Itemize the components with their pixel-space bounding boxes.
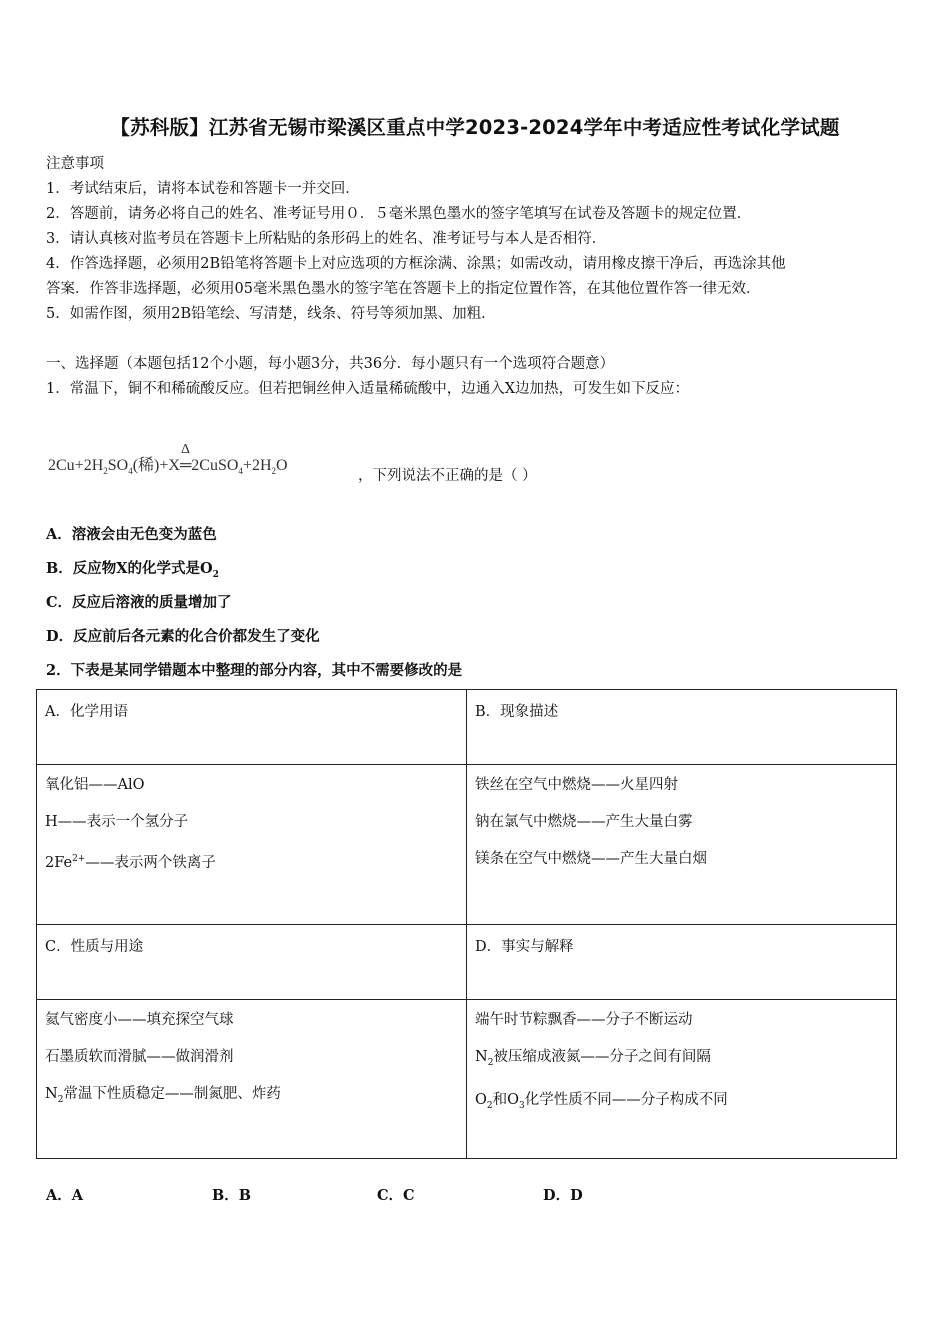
text: 和O <box>492 1091 520 1108</box>
superscript: 2+ <box>72 854 86 864</box>
cell-d-body <box>467 1000 897 1159</box>
reaction-equation <box>48 442 288 477</box>
text: 化学性质不同——分子构成不同 <box>524 1091 728 1108</box>
eq-left: 2Cu+2H <box>48 457 104 474</box>
eq-plus-x: +X <box>159 457 180 474</box>
cell-a-head: A．化学用语 <box>37 690 467 765</box>
cell-line <box>475 1090 888 1116</box>
cell-line: 镁条在空气中燃烧——产生大量白烟 <box>475 851 707 867</box>
q1-stem: 1．常温下，铜不和稀硫酸反应。但若把铜丝伸入适量稀硫酸中，边通入X边加热，可发生如下反应： <box>46 381 690 397</box>
eq-cuso4: 2CuSO <box>191 457 239 474</box>
cell-a-body <box>37 765 467 925</box>
subscript: 3 <box>519 1100 525 1111</box>
q1-option-b-text: B．反应物X的化学式是O <box>46 560 213 577</box>
cell-line: 石墨质软而滑腻——做润滑剂 <box>45 1049 234 1065</box>
q1-option-d: D．反应前后各元素的化合价都发生了变化 <box>46 628 320 645</box>
eq-o: O <box>276 457 288 474</box>
text: O <box>475 1091 487 1108</box>
text: 2Fe <box>45 854 73 871</box>
subscript: 2 <box>212 569 219 580</box>
cell-line <box>45 849 458 873</box>
notice-heading: 注意事项 <box>46 156 104 172</box>
cell-line: 氦气密度小——填充探空气球 <box>45 1012 234 1028</box>
notice-item-2: 2．答题前，请务必将自己的姓名、准考证号用０．５毫米黑色墨水的签字笔填写在试卷及答题卡的规定位置． <box>46 206 752 222</box>
error-notebook-table <box>36 689 897 1159</box>
notice-item-4: 4．作答选择题，必须用2B铅笔将答题卡上对应选项的方框涂满、涂黑；如需改动，请用橡皮擦干净后，再选涂其他 <box>46 256 786 272</box>
eq-dilute: (稀) <box>132 457 160 474</box>
cell-line <box>475 1047 888 1073</box>
eq-subscript: 4 <box>238 466 243 477</box>
page-title: 【苏科版】江苏省无锡市梁溪区重点中学2023-2024学年中考适应性考试化学试题 <box>110 116 840 139</box>
cell-line: 钠在氯气中燃烧——产生大量白雾 <box>475 814 693 830</box>
q1-option-c: C．反应后溶液的质量增加了 <box>46 594 232 611</box>
cell-c-body <box>37 1000 467 1159</box>
eq-equals: ═ <box>179 457 192 474</box>
eq-subscript: 2 <box>271 466 276 477</box>
q2-answer-c: C．C <box>377 1187 415 1204</box>
cell-b-head: B．现象描述 <box>467 690 897 765</box>
text: 常温下性质稳定——制氮肥、炸药 <box>63 1086 281 1102</box>
eq-subscript: 2 <box>103 466 108 477</box>
subscript: 2 <box>486 1100 493 1111</box>
q2-stem: 2．下表是某同学错题本中整理的部分内容，其中不需要修改的是 <box>46 662 463 679</box>
notice-item-4-cont: 答案．作答非选择题，必须用05毫米黑色墨水的签字笔在答题卡上的指定位置作答，在其他位置作答一律无效． <box>46 281 761 297</box>
cell-line: 铁丝在空气中燃烧——火星四射 <box>475 777 678 793</box>
cell-line: H——表示一个氢分子 <box>45 814 189 830</box>
subscript: 2 <box>57 1094 64 1105</box>
eq-h2: +2H <box>242 457 272 474</box>
section-1-heading: 一、选择题（本题包括12个小题，每小题3分，共36分．每小题只有一个选项符合题意） <box>46 356 615 372</box>
notice-item-3: 3．请认真核对监考员在答题卡上所粘贴的条形码上的姓名、准考证号与本人是否相符． <box>46 231 607 247</box>
subscript: 2 <box>487 1057 494 1068</box>
cell-line: 端午时节粽飘香——分子不断运动 <box>475 1012 693 1028</box>
q2-answer-d: D．D <box>543 1187 583 1204</box>
q1-option-b <box>46 557 219 580</box>
q1-option-a: A．溶液会由无色变为蓝色 <box>46 526 217 543</box>
cell-line: 氧化铝——AlO <box>45 777 145 793</box>
text: N <box>475 1049 488 1065</box>
cell-c-head: C．性质与用途 <box>37 925 467 1000</box>
eq-so4: SO <box>107 457 129 474</box>
q2-answer-b: B．B <box>212 1187 252 1204</box>
text: ——表示两个铁离子 <box>85 854 216 871</box>
q1-question: ，下列说法不正确的是（ ） <box>358 468 537 484</box>
notice-item-1: 1．考试结束后，请将本试卷和答题卡一并交回． <box>46 181 360 197</box>
eq-subscript: 4 <box>128 466 133 477</box>
cell-line <box>45 1084 458 1110</box>
cell-d-head: D．事实与解释 <box>467 925 897 1000</box>
text: N <box>45 1086 58 1102</box>
q2-answer-a: A．A <box>46 1187 84 1204</box>
cell-b-body <box>467 765 897 925</box>
delta-symbol: Δ <box>180 442 190 457</box>
notice-item-5: 5．如需作图，须用2B铅笔绘、写清楚，线条、符号等须加黑、加粗． <box>46 306 496 322</box>
text: 被压缩成液氮——分子之间有间隔 <box>493 1049 711 1065</box>
